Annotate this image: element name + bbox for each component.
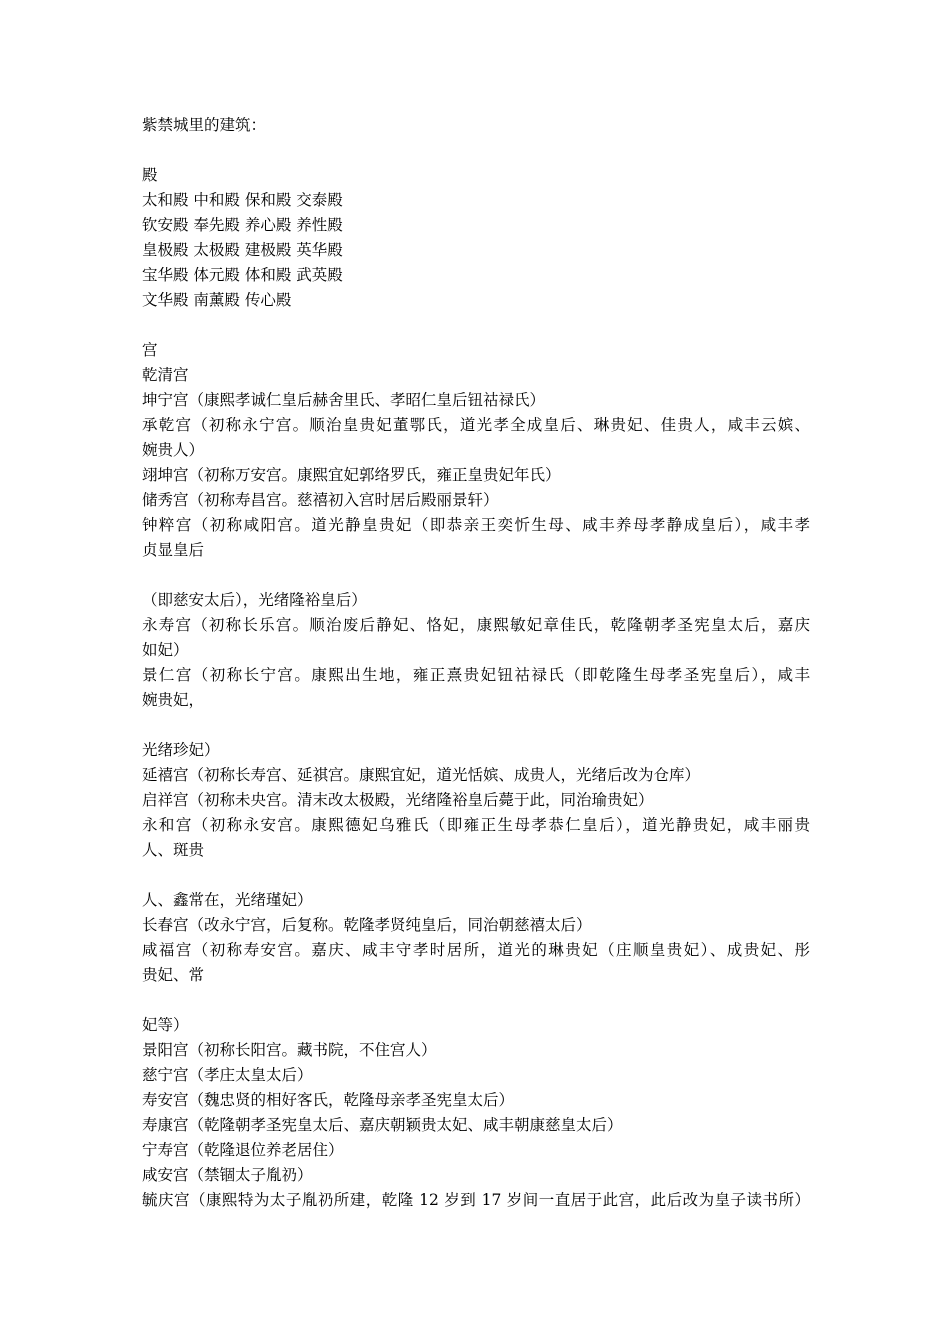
palace-line: 景仁宫（初称长宁宫。康熙出生地，雍正熹贵妃钮祜禄氏（即乾隆生母孝圣宪皇后），咸丰 xyxy=(142,666,810,684)
document-body xyxy=(142,113,810,1213)
blank-line xyxy=(142,713,810,738)
palace-line: 妃等） xyxy=(142,1016,189,1034)
halls-row: 钦安殿 奉先殿 养心殿 养性殿 xyxy=(142,216,343,234)
palace-line: 婉贵妃， xyxy=(142,691,205,709)
palace-line: 永和宫（初称永安宫。康熙德妃乌雅氏（即雍正生母孝恭仁皇后），道光静贵妃，咸丰丽贵 xyxy=(142,816,810,834)
palace-line: 人、斑贵 xyxy=(142,841,205,859)
palace-line: 永寿宫（初称长乐宫。顺治废后静妃、恪妃，康熙敏妃章佳氏，乾隆朝孝圣宪皇太后，嘉庆 xyxy=(142,616,810,634)
palace-line: 贵妃、常 xyxy=(142,966,205,984)
palace-line: 寿安宫（魏忠贤的相好客氏，乾隆母亲孝圣宪皇太后） xyxy=(142,1091,515,1109)
palace-line: 婉贵人） xyxy=(142,441,205,459)
palace-line: 乾清宫 xyxy=(142,366,189,384)
document-title: 紫禁城里的建筑： xyxy=(142,116,267,134)
palace-line: 贞显皇后 xyxy=(142,541,205,559)
halls-heading: 殿 xyxy=(142,166,158,184)
palace-line: 毓庆宫（康熙特为太子胤礽所建，乾隆 12 岁到 17 岁间一直居于此宫，此后改为皇子读书所） xyxy=(142,1191,810,1209)
palaces-heading: 宫 xyxy=(142,341,158,359)
palace-line: （即慈安太后），光绪隆裕皇后） xyxy=(142,591,367,609)
palace-list xyxy=(142,363,810,1213)
palace-line: 钟粹宫（初称咸阳宫。道光静皇贵妃（即恭亲王奕忻生母、咸丰养母孝静成皇后），咸丰孝 xyxy=(142,516,810,534)
halls-row: 太和殿 中和殿 保和殿 交泰殿 xyxy=(142,191,343,209)
halls-row: 宝华殿 体元殿 体和殿 武英殿 xyxy=(142,266,343,284)
blank-line xyxy=(142,138,810,163)
blank-line xyxy=(142,563,810,588)
palace-line: 翊坤宫（初称万安宫。康熙宜妃郭络罗氏，雍正皇贵妃年氏） xyxy=(142,466,561,484)
palace-line: 坤宁宫（康熙孝诚仁皇后赫舍里氏、孝昭仁皇后钮祜禄氏） xyxy=(142,391,546,409)
palace-line: 宁寿宫（乾隆退位养老居住） xyxy=(142,1141,344,1159)
palace-line: 储秀宫（初称寿昌宫。慈禧初入宫时居后殿丽景轩） xyxy=(142,491,499,509)
halls-row: 皇极殿 太极殿 建极殿 英华殿 xyxy=(142,241,343,259)
palace-line: 寿康宫（乾隆朝孝圣宪皇太后、嘉庆朝颖贵太妃、咸丰朝康慈皇太后） xyxy=(142,1116,623,1134)
halls-row: 文华殿 南薰殿 传心殿 xyxy=(142,291,292,309)
palace-line: 人、鑫常在，光绪瑾妃） xyxy=(142,891,313,909)
palace-line: 启祥宫（初称未央宫。清末改太极殿，光绪隆裕皇后薨于此，同治瑜贵妃） xyxy=(142,791,654,809)
palace-line: 延禧宫（初称长寿宫、延祺宫。康熙宜妃，道光恬嫔、成贵人，光绪后改为仓库） xyxy=(142,766,701,784)
palace-line: 咸福宫（初称寿安宫。嘉庆、咸丰守孝时居所，道光的琳贵妃（庄顺皇贵妃）、成贵妃、彤 xyxy=(142,941,810,959)
palace-line: 慈宁宫（孝庄太皇太后） xyxy=(142,1066,313,1084)
palace-line: 长春宫（改永宁宫，后复称。乾隆孝贤纯皇后，同治朝慈禧太后） xyxy=(142,916,592,934)
palace-line: 景阳宫（初称长阳宫。藏书院，不住宫人） xyxy=(142,1041,437,1059)
palace-line: 承乾宫（初称永宁宫。顺治皇贵妃董鄂氏，道光孝全成皇后、琳贵妃、佳贵人，咸丰云嫔、 xyxy=(142,416,810,434)
blank-line xyxy=(142,863,810,888)
blank-line xyxy=(142,313,810,338)
palace-line: 光绪珍妃） xyxy=(142,741,220,759)
blank-line xyxy=(142,988,810,1013)
palace-line: 咸安宫（禁锢太子胤礽） xyxy=(142,1166,313,1184)
palace-line: 如妃） xyxy=(142,641,189,659)
